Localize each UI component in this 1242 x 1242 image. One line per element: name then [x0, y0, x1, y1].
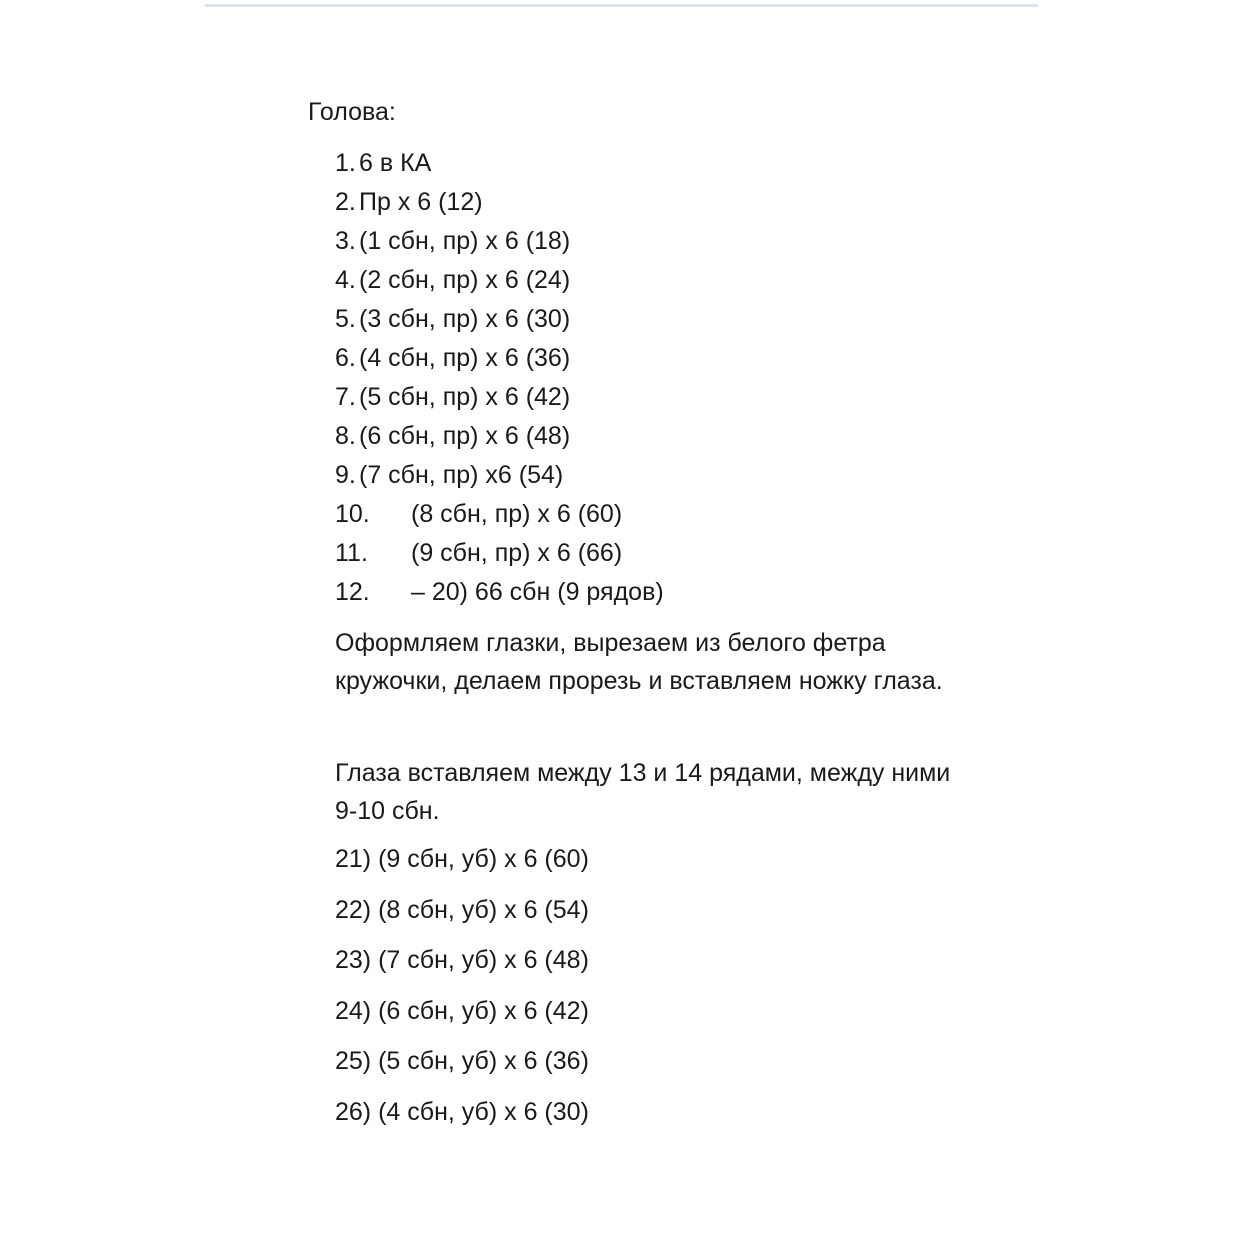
eyes-placement-paragraph: Глаза вставляем между 13 и 14 рядами, между ними 9-10 сбн. [335, 759, 951, 825]
step-text: Пр х 6 (12) [359, 188, 483, 216]
step-text: (8 сбн, пр) х 6 (60) [411, 500, 623, 528]
step-text: (9 сбн, пр) х 6 (66) [411, 539, 623, 567]
list-item [335, 575, 664, 614]
step-text: – 20) 66 сбн (9 рядов) [411, 578, 664, 606]
list-item: 21) (9 сбн, уб) х 6 (60) [335, 845, 589, 873]
list-item [335, 224, 664, 263]
list-item: 22) (8 сбн, уб) х 6 (54) [335, 895, 589, 924]
list-item [335, 380, 664, 419]
step-number: 4. [335, 266, 356, 294]
decrease-steps-list [335, 842, 589, 1145]
list-item [335, 146, 664, 185]
list-item [335, 419, 664, 458]
list-item [335, 185, 664, 224]
step-number: 7. [335, 383, 356, 411]
step-text: (3 сбн, пр) х 6 (30) [359, 305, 571, 333]
step-number: 10. [335, 500, 370, 528]
section-heading: Голова: [308, 98, 396, 126]
step-number: 2. [335, 188, 356, 216]
step-number: 9. [335, 461, 356, 489]
step-number: 3. [335, 227, 356, 255]
list-item: 25) (5 сбн, уб) х 6 (36) [335, 1047, 589, 1075]
list-item [335, 341, 664, 380]
list-item: 26) (4 сбн, уб) х 6 (30) [335, 1097, 589, 1126]
list-item [335, 302, 664, 341]
step-text: (4 сбн, пр) х 6 (36) [359, 344, 571, 372]
list-item: 23) (7 сбн, уб) х 6 (48) [335, 946, 589, 974]
step-number: 5. [335, 305, 356, 333]
list-item: 24) (6 сбн, уб) х 6 (42) [335, 996, 589, 1025]
list-item [335, 263, 664, 302]
step-text: (6 сбн, пр) х 6 (48) [359, 422, 571, 450]
step-number: 6. [335, 344, 356, 372]
step-text: (2 сбн, пр) х 6 (24) [359, 266, 571, 294]
list-item [335, 536, 664, 575]
eyes-instructions-paragraph: Оформляем глазки, вырезаем из белого фетра кружочки, делаем прорезь и вставляем ножку глаза. [335, 629, 943, 695]
step-text: (5 сбн, пр) х 6 (42) [359, 383, 571, 411]
step-number: 12. [335, 578, 370, 606]
list-item [335, 458, 664, 497]
list-item [335, 497, 664, 536]
step-number: 11. [335, 539, 368, 567]
step-text: 6 в КА [359, 149, 432, 177]
increase-steps-list [335, 146, 664, 614]
step-text: (1 сбн, пр) х 6 (18) [359, 227, 571, 255]
step-text: (7 сбн, пр) х6 (54) [359, 461, 564, 489]
step-number: 1. [335, 149, 356, 177]
step-number: 8. [335, 422, 356, 450]
